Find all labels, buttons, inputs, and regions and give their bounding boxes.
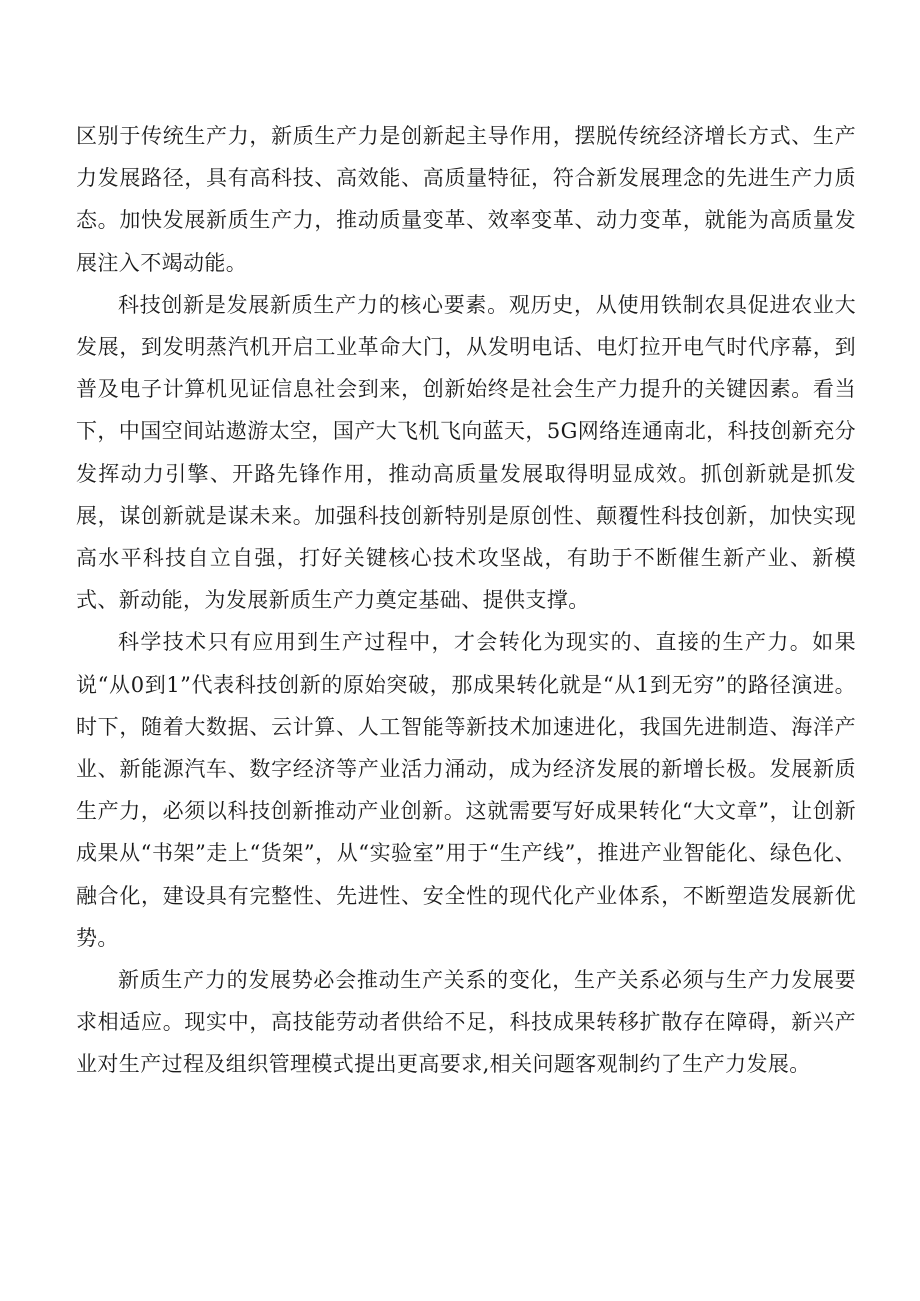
document-body <box>76 115 856 1086</box>
paragraph-1: 区别于传统生产力，新质生产力是创新起主导作用，摆脱传统经济增长方式、生产力发展路径，具有高科技、高效能、高质量特征，符合新发展理念的先进生产力质态。加快发展新质生产力，推动质量变革、效率变革、动力变革，就能为高质量发展注入不竭动能。 <box>76 124 856 275</box>
paragraph-3: 科学技术只有应用到生产过程中，才会转化为现实的、直接的生产力。如果说“从0到1”代表科技创新的原始突破，那成果转化就是“从1到无穷”的路径演进。时下，随着大数据、云计算、人工智能等新技术加速进化，我国先进制造、海洋产业、新能源汽车、数字经济等产业活力涌动，成为经济发展的新增长极。发展新质生产力，必须以科技创新推动产业创新。这就需要写好成果转化“大文章”，让创新成果从“书架”走上“货架”，从“实验室”用于“生产线”，推进产业智能化、绿色化、融合化，建设具有完整性、先进性、安全性的现代化产业体系，不断塑造发展新优势。 <box>76 630 856 950</box>
paragraph-4: 新质生产力的发展势必会推动生产关系的变化，生产关系必须与生产力发展要求相适应。现实中，高技能劳动者供给不足，科技成果转移扩散存在障碍，新兴产业对生产过程及组织管理模式提出更高要求,相关问题客观制约了生产力发展。 <box>76 968 856 1077</box>
paragraph-2: 科技创新是发展新质生产力的核心要素。观历史，从使用铁制农具促进农业大发展，到发明蒸汽机开启工业革命大门，从发明电话、电灯拉开电气时代序幕，到普及电子计算机见证信息社会到来，创新始终是社会生产力提升的关键因素。看当下，中国空间站遨游太空，国产大飞机飞向蓝天，5G网络连通南北，科技创新充分发挥动力引擎、开路先锋作用，推动高质量发展取得明显成效。抓创新就是抓发展，谋创新就是谋未来。加强科技创新特别是原创性、颠覆性科技创新，加快实现高水平科技自立自强，打好关键核心技术攻坚战，有助于不断催生新产业、新模式、新动能，为发展新质生产力奠定基础、提供支撑。 <box>76 292 856 613</box>
